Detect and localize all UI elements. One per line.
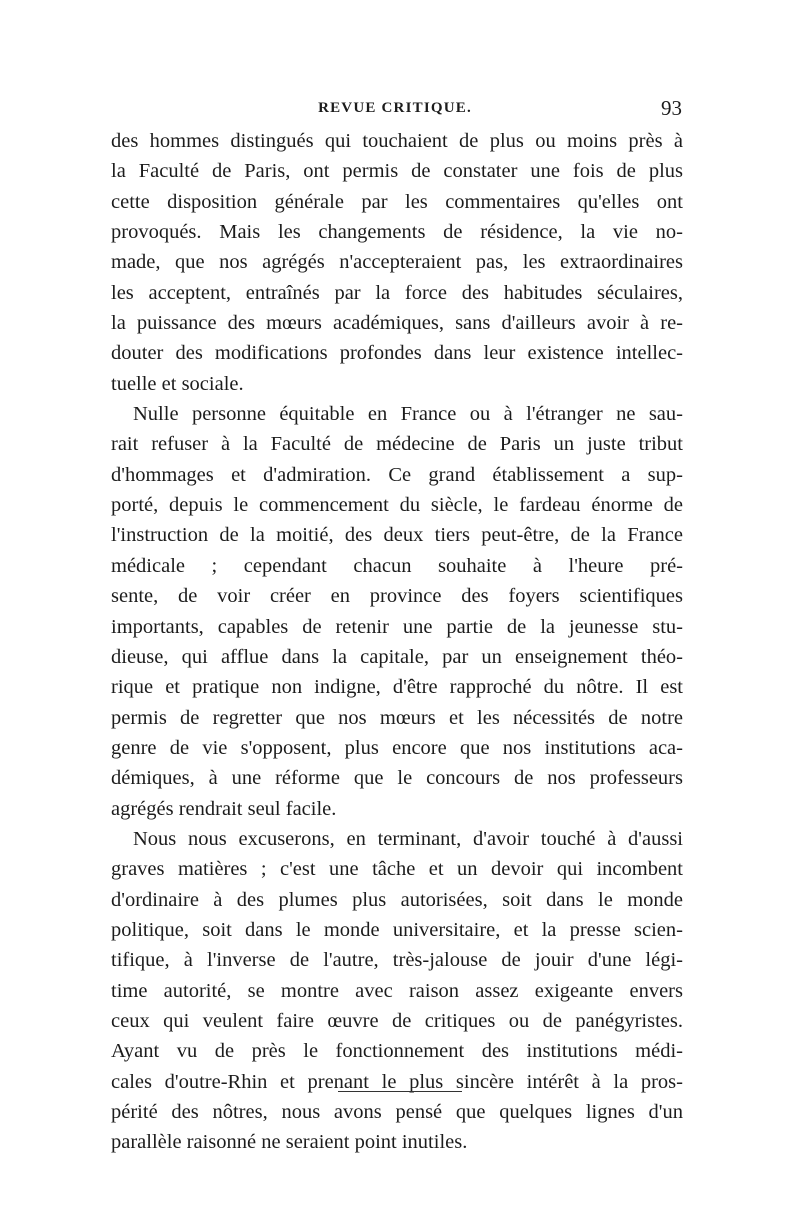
text-line: périté des nôtres, nous avons pensé que quelques lignes d'un xyxy=(111,1101,683,1123)
text-line: démiques, à une réforme que le concours de nos professeurs xyxy=(111,767,683,790)
text-line: la puissance des mœurs académiques, sans d'ailleurs avoir à re- xyxy=(111,312,683,335)
text-line: d'ordinaire à des plumes plus autorisées, soit dans le monde xyxy=(111,888,683,911)
text-line: cette disposition générale par les commentaires qu'elles ont xyxy=(111,190,683,213)
text-line: graves matières ; c'est une tâche et un devoir qui incombent xyxy=(111,858,683,881)
text-line: sente, de voir créer en province des foyers scientifiques xyxy=(111,585,683,608)
text-line: rait refuser à la Faculté de médecine de Paris un juste tribut xyxy=(111,433,683,456)
text-line: des hommes distingués qui touchaient de plus ou moins près à xyxy=(111,130,683,152)
text-line: l'instruction de la moitié, des deux tiers peut-être, de la France xyxy=(111,524,683,547)
text-line: Nous nous excuserons, en terminant, d'avoir touché à d'aussi xyxy=(133,827,683,850)
running-title: REVUE CRITIQUE. xyxy=(318,100,472,116)
text-line: importants, capables de retenir une partie de la jeunesse stu- xyxy=(111,615,683,638)
text-line: Ayant vu de près le fonctionnement des institutions médi- xyxy=(111,1040,683,1063)
text-line: porté, depuis le commencement du siècle, le fardeau énorme de xyxy=(111,494,683,517)
body-text xyxy=(111,126,683,1158)
text-line: la Faculté de Paris, ont permis de constater une fois de plus xyxy=(111,160,683,183)
text-line: genre de vie s'opposent, plus encore que nos institutions aca- xyxy=(111,736,683,759)
text-line: agrégés rendrait seul facile. xyxy=(111,797,337,820)
text-line: permis de regretter que nos mœurs et les nécessités de notre xyxy=(111,706,683,729)
paragraph-3 xyxy=(111,824,683,1158)
text-line: tifique, à l'inverse de l'autre, très-jalouse de jouir d'une légi- xyxy=(111,949,683,972)
paragraph-2 xyxy=(111,399,683,824)
text-line: médicale ; cependant chacun souhaite à l'heure pré- xyxy=(111,554,683,577)
text-line: ceux qui veulent faire œuvre de critiques ou de panégyristes. xyxy=(111,1009,683,1032)
text-line: provoqués. Mais les changements de résidence, la vie no- xyxy=(111,221,683,244)
paragraph-1 xyxy=(111,126,683,399)
text-line: douter des modifications profondes dans leur existence intellec- xyxy=(111,342,683,365)
text-line: politique, soit dans le monde universitaire, et la presse scien- xyxy=(111,918,683,941)
running-head xyxy=(108,96,682,124)
text-line: les acceptent, entraînés par la force des habitudes séculaires, xyxy=(111,281,683,304)
text-line: d'hommages et d'admiration. Ce grand établissement a sup- xyxy=(111,463,683,486)
end-rule xyxy=(338,1091,462,1092)
text-line: dieuse, qui afflue dans la capitale, par un enseignement théo- xyxy=(111,645,683,668)
text-line: made, que nos agrégés n'accepteraient pas, les extraordinaires xyxy=(111,251,683,274)
text-line: tuelle et sociale. xyxy=(111,372,244,395)
page-number: 93 xyxy=(661,96,682,120)
text-line: parallèle raisonné ne seraient point inutiles. xyxy=(111,1131,468,1154)
text-line: rique et pratique non indigne, d'être rapproché du nôtre. Il est xyxy=(111,676,683,699)
text-line: cales d'outre-Rhin et prenant le plus sincère intérêt à la pros- xyxy=(111,1070,683,1093)
text-line: Nulle personne équitable en France ou à l'étranger ne sau- xyxy=(133,403,683,426)
text-line: time autorité, se montre avec raison assez exigeante envers xyxy=(111,979,683,1002)
